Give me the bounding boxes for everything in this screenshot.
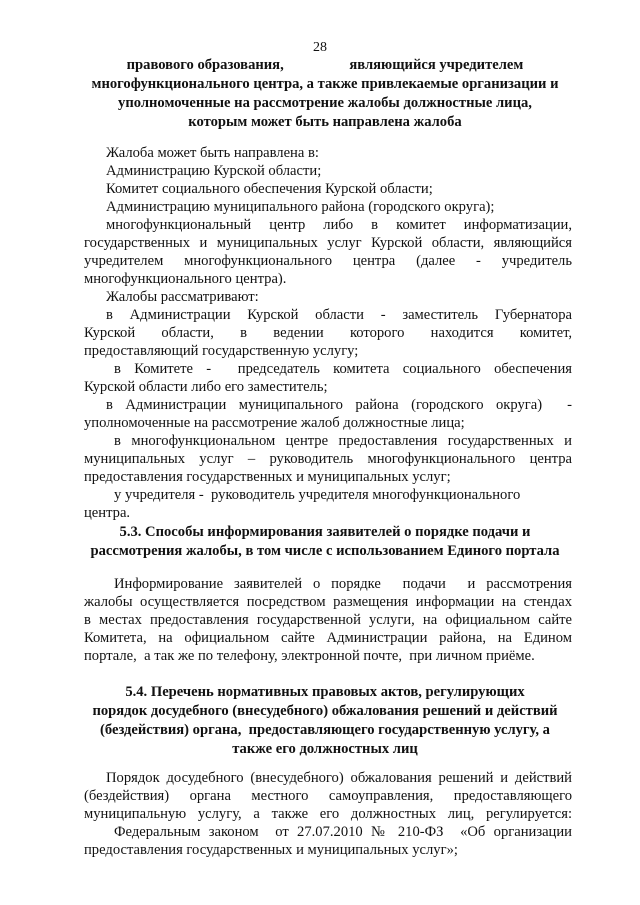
paragraph-line: Администрацию муниципального района (городского округа); [106,199,495,215]
paragraph-line: Комитета, на официальном сайте Администрации района, на Едином [84,630,572,646]
paragraph-line: уполномоченные на рассмотрение жалоб должностные лица; [84,415,465,431]
heading-line: 5.4. Перечень нормативных правовых актов, регулирующих [125,684,525,700]
paragraph-line: (бездействия) органа местного самоуправления, предоставляющего [84,788,572,804]
heading-line: порядок досудебного (внесудебного) обжалования решений и действий [92,703,558,719]
paragraph-line: Курской области либо его заместитель; [84,379,328,395]
section-heading-top [78,56,572,132]
paragraph-line: у учредителя - руководитель учредителя многофункционального [114,487,521,503]
page-number: 28 [313,40,327,55]
paragraph-line: Порядок досудебного (внесудебного) обжалования решений и действий [106,770,572,786]
paragraph-line: в местах предоставления государственной услуги, на официальном сайте [84,612,572,628]
paragraph-line: муниципальную услугу, а также его должностных лиц, регулируется: [84,806,572,822]
paragraph-line: в Комитете - председатель комитета социального обеспечения [114,361,572,377]
paragraph-line: муниципальных услуг – руководитель многофункционального центра [84,451,572,467]
paragraph-line: государственных и муниципальных услуг Курской области, являющийся [84,235,572,251]
paragraph-line: предоставления государственных и муниципальных услуг; [84,469,451,485]
section-5-3-heading [78,523,572,561]
heading-line: правового образования, являющийся учредителем [126,57,524,73]
paragraph-line: портале, а так же по телефону, электронной почте, при личном приёме. [84,648,535,664]
paragraph-line: в Администрации Курской области - заместитель Губернатора [106,307,572,323]
paragraph-line: Информирование заявителей о порядке подачи и рассмотрения [114,576,572,592]
paragraph-line: многофункциональный центр либо в комитет информатизации, [106,217,572,233]
heading-line: также его должностных лиц [232,741,418,757]
paragraph-line: многофункционального центра). [84,271,287,287]
complaint-recipients-block [84,144,572,522]
section-5-4-text [84,769,572,859]
paragraph-line: Администрацию Курской области; [106,163,322,179]
heading-line: (бездействия) органа, предоставляющего государственную услугу, а [100,722,550,738]
paragraph-line: Жалобы рассматривают: [106,289,259,305]
paragraph-line: в Администрации муниципального района (городского округа) - [106,397,572,413]
paragraph-line: Курской области, в ведении которого находится комитет, [84,325,572,341]
paragraph-line: Комитет социального обеспечения Курской области; [106,181,433,197]
heading-line: которым может быть направлена жалоба [188,114,462,130]
heading-line: уполномоченные на рассмотрение жалобы должностные лица, [118,95,532,111]
paragraph-line: Федеральным законом от 27.07.2010 № 210-ФЗ «Об организации [114,824,572,840]
paragraph-line: в многофункциональном центре предоставления государственных и [114,433,572,449]
paragraph-line: предоставления государственных и муниципальных услуг»; [84,842,458,858]
section-5-3-text [84,575,572,665]
paragraph-line: жалобы осуществляется посредством размещения информации на стендах [84,594,572,610]
heading-line: рассмотрения жалобы, в том числе с использованием Единого портала [90,543,560,559]
paragraph-line: предоставляющий государственную услугу; [84,343,359,359]
paragraph-line: центра. [84,505,131,521]
heading-line: многофункционального центра, а также привлекаемые организации и [91,76,559,92]
section-5-4-heading [78,683,572,759]
heading-line: 5.3. Способы информирования заявителей о порядке подачи и [119,524,531,540]
paragraph-line: учредителем многофункционального центра (далее - учредитель [84,253,572,269]
paragraph-line: Жалоба может быть направлена в: [106,145,319,161]
